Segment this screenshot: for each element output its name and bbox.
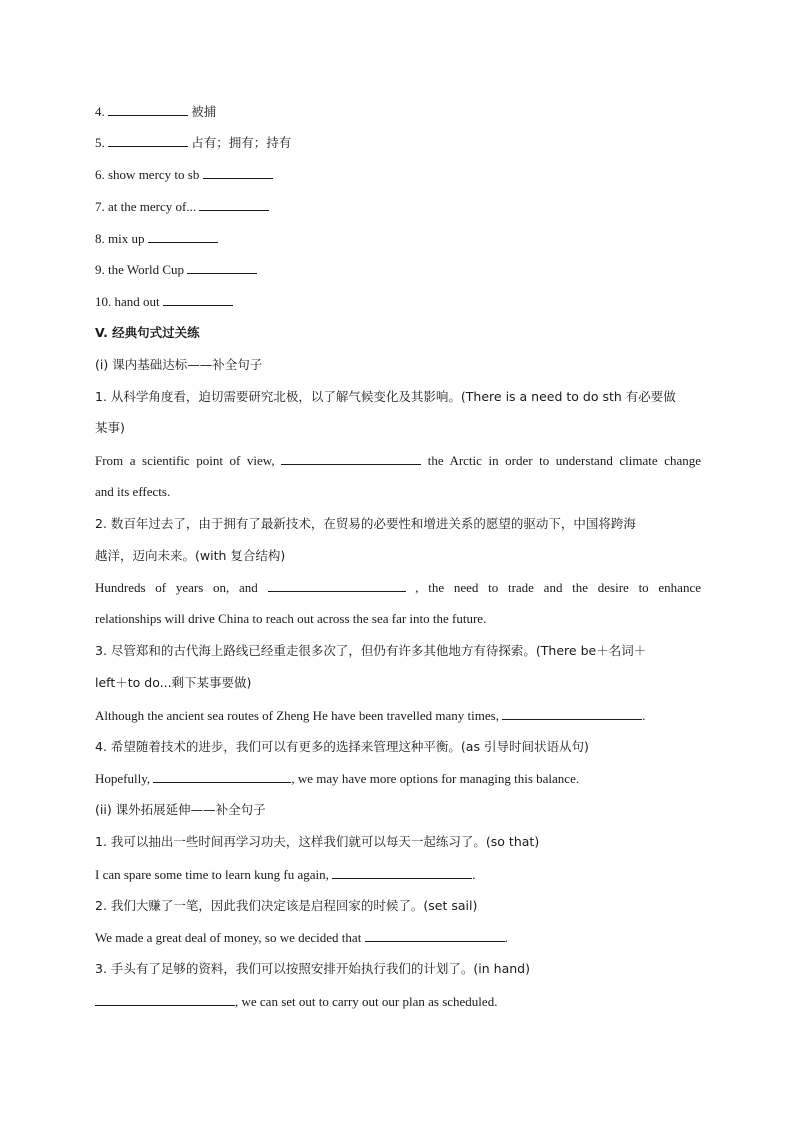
question-3-prompt-cont: left＋to do...剩下某事要做) (95, 675, 252, 690)
vocab-number: 6. (95, 167, 105, 182)
question-prompt: 希望随着技术的进步，我们可以有更多的选择来管理这种平衡。(as 引导时间状语从句) (110, 739, 589, 754)
vocab-meaning: 占有；拥有；持有 (191, 135, 292, 150)
answer-blank[interactable] (95, 993, 235, 1006)
vocab-term: at the mercy of... (108, 199, 197, 214)
question-number: 1. (95, 834, 107, 849)
answer-blank[interactable] (148, 230, 218, 243)
vocab-number: 9. (95, 262, 105, 277)
sentence-text: . (504, 930, 508, 945)
vocab-number: 8. (95, 231, 105, 246)
part-title: (ii) 课外拓展延伸——补全句子 (95, 802, 266, 817)
question-number: 1. (95, 389, 107, 404)
question-4-prompt (95, 739, 701, 755)
question-prompt: 手头有了足够的资料，我们可以按照安排开始执行我们的计划了。(in hand) (110, 961, 530, 976)
sentence-text: . (642, 708, 646, 723)
vocab-number: 4. (95, 104, 105, 119)
question-3-sentence (95, 707, 701, 724)
question-prompt: 从科学角度看，迫切需要研究北极，以了解气候变化及其影响。(There is a need to do sth 有必要做 (110, 389, 676, 404)
question-1-prompt (95, 389, 701, 405)
question-number: 3. (95, 961, 107, 976)
extension-2-sentence (95, 929, 701, 946)
question-number: 4. (95, 739, 107, 754)
vocab-item-4 (95, 103, 701, 120)
vocab-term: mix up (108, 231, 145, 246)
sentence-text: . (472, 867, 476, 882)
vocab-item-7 (95, 198, 701, 215)
question-2-sentence (95, 579, 701, 596)
vocab-item-6 (95, 166, 701, 183)
sentence-text: We made a great deal of money, so we decided that (95, 930, 362, 945)
vocab-item-5 (95, 134, 701, 151)
answer-blank[interactable] (502, 707, 642, 720)
answer-blank[interactable] (332, 866, 472, 879)
sentence-text: Hopefully, (95, 771, 151, 786)
answer-blank[interactable] (153, 770, 291, 783)
vocab-item-9 (95, 261, 701, 278)
extension-1-sentence (95, 866, 701, 883)
question-1-sentence (95, 452, 701, 469)
question-2-sentence-cont: relationships will drive China to reach out across the sea far into the future. (95, 611, 487, 626)
question-number: 2. (95, 516, 107, 531)
vocab-meaning: 被捕 (191, 104, 217, 119)
sentence-text: From a scientific point of view, (95, 453, 275, 468)
question-4-sentence (95, 770, 701, 787)
question-2-prompt-cont: 越洋，迈向未来。(with 复合结构) (95, 548, 286, 563)
part-title: (i) 课内基础达标——补全句子 (95, 357, 263, 372)
question-number: 2. (95, 898, 107, 913)
answer-blank[interactable] (108, 134, 188, 147)
sentence-text: , the need to trade and the desire to enhance (415, 580, 701, 595)
extension-3-prompt (95, 961, 701, 977)
sentence-text: the Arctic in order to understand climate change (427, 453, 702, 468)
question-1-prompt-cont: 某事) (95, 420, 125, 435)
question-number: 3. (95, 643, 107, 658)
section-title: V. 经典句式过关练 (95, 325, 200, 340)
question-2-prompt (95, 516, 701, 532)
extension-2-prompt (95, 898, 701, 914)
question-prompt: 我们大赚了一笔，因此我们决定该是启程回家的时候了。(set sail) (110, 898, 478, 913)
vocab-number: 7. (95, 199, 105, 214)
answer-blank[interactable] (281, 452, 421, 465)
answer-blank[interactable] (108, 103, 188, 116)
vocab-term: the World Cup (108, 262, 184, 277)
sentence-text: Hundreds of years on, and (95, 580, 258, 595)
vocab-item-10 (95, 293, 701, 310)
vocab-item-8 (95, 230, 701, 247)
answer-blank[interactable] (268, 579, 406, 592)
vocab-term: hand out (114, 294, 160, 309)
sentence-text: , we may have more options for managing this balance. (291, 771, 580, 786)
answer-blank[interactable] (203, 166, 273, 179)
extension-1-prompt (95, 834, 701, 850)
question-1-sentence-cont: and its effects. (95, 484, 171, 499)
answer-blank[interactable] (199, 198, 269, 211)
answer-blank[interactable] (187, 261, 257, 274)
answer-blank[interactable] (365, 929, 505, 942)
extension-3-sentence (95, 993, 701, 1010)
question-prompt: 我可以抽出一些时间再学习功夫，这样我们就可以每天一起练习了。(so that) (110, 834, 540, 849)
question-prompt: 尽管郑和的古代海上路线已经重走很多次了，但仍有许多其他地方有待探索。(There be＋名词＋ (110, 643, 647, 658)
question-3-prompt (95, 643, 701, 659)
vocab-term: show mercy to sb (108, 167, 200, 182)
vocab-number: 10. (95, 294, 112, 309)
sentence-text: I can spare some time to learn kung fu again, (95, 867, 329, 882)
vocab-number: 5. (95, 135, 105, 150)
sentence-text: Although the ancient sea routes of Zheng He have been travelled many times, (95, 708, 499, 723)
sentence-text: , we can set out to carry out our plan as scheduled. (235, 994, 498, 1009)
answer-blank[interactable] (163, 293, 233, 306)
question-prompt: 数百年过去了，由于拥有了最新技术，在贸易的必要性和增进关系的愿望的驱动下，中国将跨海 (110, 516, 636, 531)
